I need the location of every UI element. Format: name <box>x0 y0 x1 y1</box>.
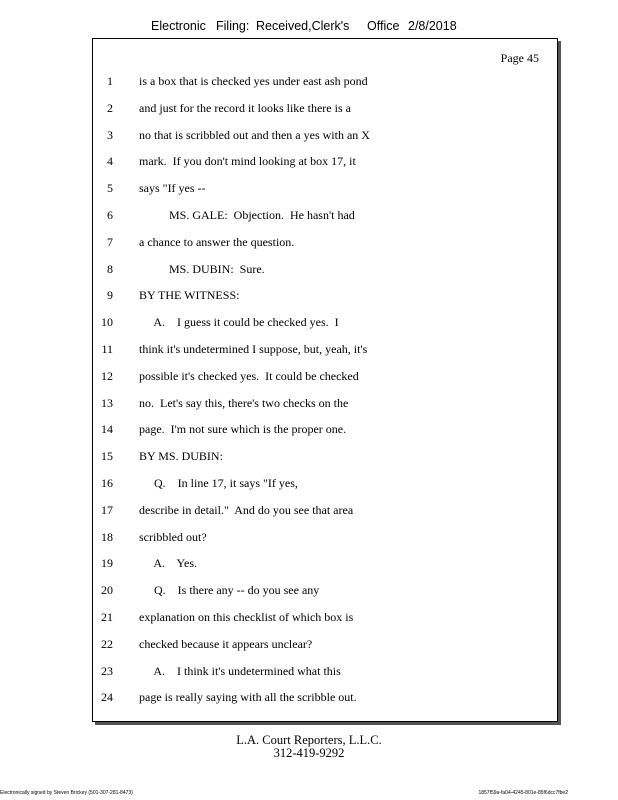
transcript-line <box>93 421 557 437</box>
line-text: and just for the record it looks like there is a <box>139 100 351 115</box>
line-number: 7 <box>107 234 113 249</box>
header-word-electronic: Electronic <box>151 19 206 33</box>
footer-phone: 312-419-9292 <box>273 746 345 760</box>
transcript-page <box>92 38 558 722</box>
transcript-line <box>93 636 557 652</box>
line-number: 14 <box>101 422 113 437</box>
header-word-filing: Filing: <box>216 19 250 33</box>
line-text: think it's undetermined I suppose, but, yeah, it's <box>139 342 368 356</box>
line-text: no. Let's say this, there's two checks on the <box>139 395 349 410</box>
line-number: 8 <box>107 261 113 276</box>
line-text: explanation on this checklist of which box is <box>139 610 354 624</box>
line-text: BY MS. DUBIN: <box>139 449 223 464</box>
line-text: page is really saying with all the scribble out. <box>139 690 357 705</box>
line-number: 11 <box>101 342 113 356</box>
line-text: says "If yes -- <box>139 181 206 196</box>
transcript-line <box>93 555 557 571</box>
header-word-office: Office <box>367 19 400 33</box>
transcript-line <box>93 100 557 116</box>
line-number: 5 <box>107 181 113 196</box>
line-number: 2 <box>107 100 113 115</box>
transcript-line <box>93 395 557 411</box>
transcript-line <box>93 529 557 545</box>
line-number: 16 <box>101 476 113 490</box>
line-text: no that is scribbled out and then a yes with an X <box>139 127 370 142</box>
transcript-line <box>93 475 557 491</box>
line-text: is a box that is checked yes under east ash pond <box>139 74 368 88</box>
line-text: Q. In line 17, it says "If yes, <box>139 476 298 490</box>
transcript-line <box>93 341 557 357</box>
line-number: 24 <box>101 690 113 705</box>
transcript-line <box>93 234 557 250</box>
line-number: 20 <box>101 583 113 598</box>
line-text: describe in detail." And do you see that area <box>139 502 354 517</box>
line-text: MS. GALE: Objection. He hasn't had <box>139 208 355 222</box>
line-text: scribbled out? <box>139 529 207 544</box>
line-number: 19 <box>101 556 113 571</box>
line-number: 9 <box>107 288 113 303</box>
transcript-line <box>93 73 557 89</box>
transcript-line <box>93 448 557 464</box>
signature-left: Electronically signed by Steven Brickey (501-307-281-8473) <box>0 790 133 796</box>
line-number: 17 <box>101 502 113 517</box>
line-number: 15 <box>101 449 113 464</box>
header-word-received: Received,Clerk's <box>256 19 350 33</box>
footer-company: L.A. Court Reporters, L.L.C. <box>236 733 382 747</box>
line-text: A. I guess it could be checked yes. I <box>139 315 339 330</box>
transcript-line <box>93 287 557 303</box>
header-date: 2/8/2018 <box>408 19 457 33</box>
transcript-line <box>93 127 557 143</box>
transcript-line <box>93 153 557 169</box>
transcript-line <box>93 502 557 518</box>
line-number: 18 <box>101 529 113 544</box>
transcript-line <box>93 609 557 625</box>
line-text: Q. Is there any -- do you see any <box>139 583 320 598</box>
line-number: 3 <box>107 127 113 142</box>
transcript-line <box>93 582 557 598</box>
transcript-line <box>93 261 557 277</box>
line-text: possible it's checked yes. It could be checked <box>139 368 359 383</box>
line-text: A. I think it's undetermined what this <box>139 663 341 678</box>
transcript-line <box>93 368 557 384</box>
line-number: 12 <box>101 368 113 383</box>
line-number: 13 <box>101 395 113 410</box>
line-number: 21 <box>101 610 113 624</box>
line-number: 1 <box>107 74 113 88</box>
line-number: 4 <box>107 154 113 169</box>
transcript-line <box>93 207 557 223</box>
transcript-line <box>93 180 557 196</box>
signature-right: 1857f59a-fa04-4245-801e-85f6dcc7fbe2 <box>478 790 568 796</box>
transcript-line <box>93 663 557 679</box>
transcript-line <box>93 314 557 330</box>
transcript-line <box>93 689 557 705</box>
line-text: MS. DUBIN: Sure. <box>139 261 265 276</box>
line-number: 23 <box>101 663 113 678</box>
line-number: 22 <box>101 636 113 651</box>
page-number: Page 45 <box>500 51 539 65</box>
line-text: BY THE WITNESS: <box>139 288 240 303</box>
line-text: mark. If you don't mind looking at box 17, it <box>139 154 356 169</box>
line-text: page. I'm not sure which is the proper one. <box>139 422 347 437</box>
line-text: checked because it appears unclear? <box>139 636 313 651</box>
line-number: 6 <box>107 208 113 222</box>
line-text: a chance to answer the question. <box>139 234 295 249</box>
line-number: 10 <box>101 315 113 330</box>
line-text: A. Yes. <box>139 556 198 571</box>
